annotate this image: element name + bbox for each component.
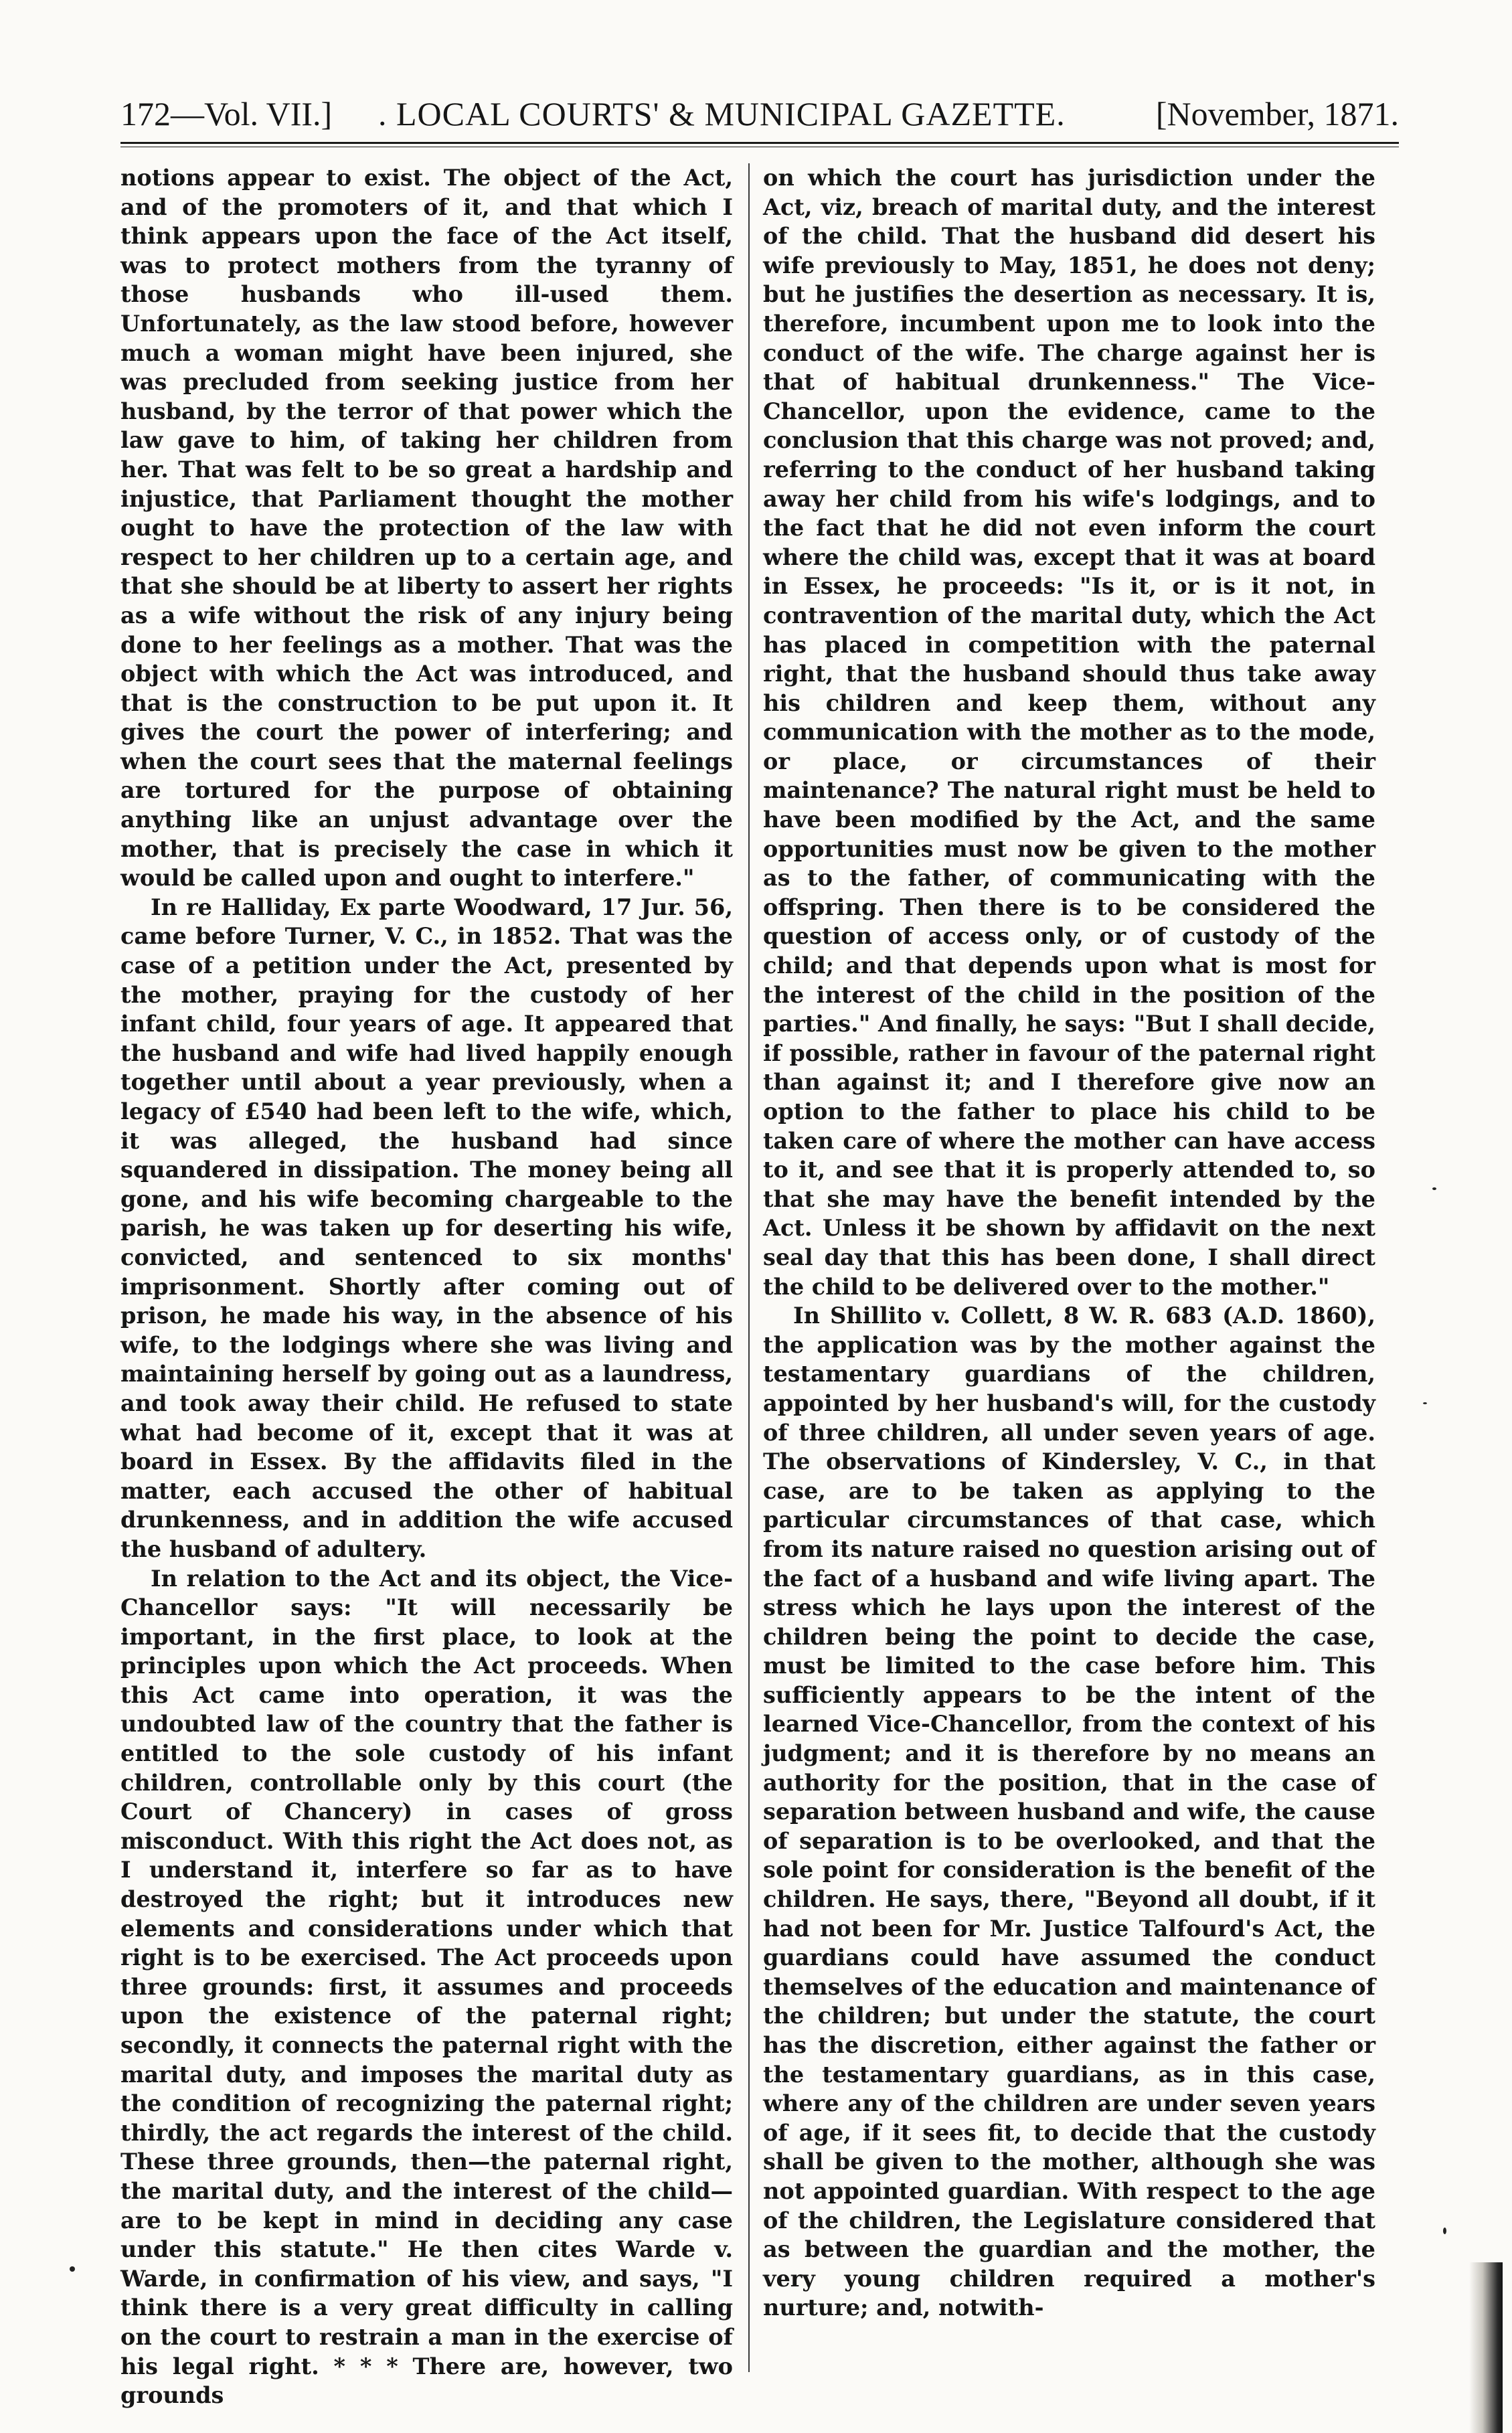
header-rule	[120, 142, 1399, 144]
ink-speck	[70, 2266, 75, 2272]
paragraph: In re Halliday, Ex parte Woodward, 17 Jur. 56, came before Turner, V. C., in 1852. That was the case of a petition under the Act, presented by the mother, praying for the custody of her infant child, four years of age. It appeared that the husband and wife had lived happily enough together until about a year previously, when a legacy of £540 had been left to the wife, which, it was alleged, the husband had since squandered in dissipation. The money being all gone, and his wife becoming chargeable to the parish, he was taken up for deserting his wife, convicted, and sentenced to six months' imprisonment. Shortly after coming out of prison, he made his way, in the absence of his wife, to the lodgings where she was living and maintaining herself by going out as a laundress, and took away their child. He refused to state what had become of it, except that it was at board in Essex. By the affidavits filed in the matter, each accused the other of habitual drunkenness, and in addition the wife accused the husband of adultery.	[120, 894, 733, 1562]
publication-title: . LOCAL COURTS' & MUNICIPAL GAZETTE.	[378, 95, 1066, 133]
paragraph: In relation to the Act and its object, the Vice-Chancellor says: "It will necessarily be important, in the first place, to look at the principles upon which the Act proceeds. When this Act came into operation, it was the undoubted law of the country that the father is entitled to the sole custody of his infant children, controllable only by this court (the Court of Chancery) in cases of gross misconduct. With this right the Act does not, as I understand it, interfere so far as to have destroyed the right; but it introduces new elements and considerations under which that right is to be exercised. The Act proceeds upon three grounds: first, it assumes and proceeds upon the existence of the paternal right; secondly, it connects the paternal right with the marital duty, and imposes the marital duty as the condition of recognizing the paternal right; thirdly, the act regards the interest of the child. These three grounds, then—the paternal right, the marital duty, and the interest of the child—are to be kept in mind in deciding any case under this statute." He then cites Warde v. Warde, in confirmation of his view, and says, "I think there is a very great difficulty in calling on the court to restrain a man in the exercise of his legal right. * * * There are, however, two grounds	[120, 1565, 733, 2409]
paragraph: In Shillito v. Collett, 8 W. R. 683 (A.D. 1860), the application was by the mother against the testamentary guardians of the children, appointed by her husband's will, for the custody of three children, all under seven years of age. The observations of Kindersley, V. C., in that case, are to be taken as applying to the particular circumstances of that case, which from its nature raised no question arising out of the fact of a husband and wife living apart. The stress which he lays upon the interest of the children being the point to decide the case, must be limited to the case before him. This sufficiently appears to be the intent of the learned Vice-Chancellor, from the context of his judgment; and it is therefore by no means an authority for the position, that in the case of separation between husband and wife, the cause of separation is to be overlooked, and that the sole point for consideration is the benefit of the children. He says, there, "Beyond all doubt, if it had not been for Mr. Justice Talfourd's Act, the guardians could have assumed the conduct themselves of the education and maintenance of the children; but under the statute, the court has the discretion, either against the father or the testamentary guardians, as in this case, where any of the children are under seven years of age, if it sees fit, to decide that the custody shall be given to the mother, although she was not appointed guardian. With respect to the age of the children, the Legislature considered that as between the guardian and the mother, the very young children required a mother's nurture; and, notwith-	[763, 1303, 1375, 2321]
ink-speck	[1443, 2228, 1446, 2234]
right-column	[763, 163, 1375, 2385]
page-binding-edge	[1469, 2262, 1503, 2433]
paragraph: on which the court has jurisdiction under the Act, viz, breach of marital duty, and the interest of the child. That the husband did desert his wife previously to May, 1851, he does not deny; but he justifies the desertion as necessary. It is, therefore, incumbent upon me to look into the conduct of the wife. The charge against her is that of habitual drunkenness." The Vice-Chancellor, upon the evidence, came to the conclusion that this charge was not proved; and, referring to the conduct of her husband taking away her child from his wife's lodgings, and to the fact that he did not even inform the court where the child was, except that it was at board in Essex, he proceeds: "Is it, or is it not, in contravention of the marital duty, which the Act has placed in competition with the paternal right, that the husband should thus take away his children and keep them, without any communication with the mother as to the mode, or place, or circumstances of their maintenance? The natural right must be held to have been modified by the Act, and the same opportunities must now be given to the mother as to the father, of communicating with the offspring. Then there is to be considered the question of access only, or of custody of the child; and that depends upon what is most for the interest of the child in the position of the parties." And finally, he says: "But I shall decide, if possible, rather in favour of the paternal right than against it; and I therefore give now an option to the father to place his child to be taken care of where the mother can have access to it, and see that it is properly attended to, so that she may have the benefit intended by the Act. Unless it be shown by affidavit on the next seal day that this has been done, I shall direct the child to be delivered over to the mother."	[763, 165, 1375, 1300]
ink-speck	[1423, 1402, 1427, 1404]
running-header	[120, 87, 1399, 141]
ink-speck	[1432, 1187, 1436, 1190]
issue-date: [November, 1871.	[1155, 95, 1399, 133]
column-divider	[748, 163, 750, 2372]
page-number-volume: 172—Vol. VII.]	[120, 95, 333, 133]
paragraph: notions appear to exist. The object of the Act, and of the promoters of it, and that which I think appears upon the face of the Act itself, was to protect mothers from the tyranny of those husbands who ill-used them. Unfortunately, as the law stood before, however much a woman might have been injured, she was precluded from seeking justice from her husband, by the terror of that power which the law gave to him, of taking her children from her. That was felt to be so great a hardship and injustice, that Parliament thought the mother ought to have the protection of the law with respect to her children up to a certain age, and that she should be at liberty to assert her rights as a wife without the risk of any injury being done to her feelings as a mother. That was the object with which the Act was introduced, and that is the construction to be put upon it. It gives the court the power of interfering; and when the court sees that the maternal feelings are tortured for the purpose of obtaining anything like an unjust advantage over the mother, that is precisely the case in which it would be called upon and ought to interfere."	[120, 165, 733, 892]
left-column	[120, 163, 733, 2409]
